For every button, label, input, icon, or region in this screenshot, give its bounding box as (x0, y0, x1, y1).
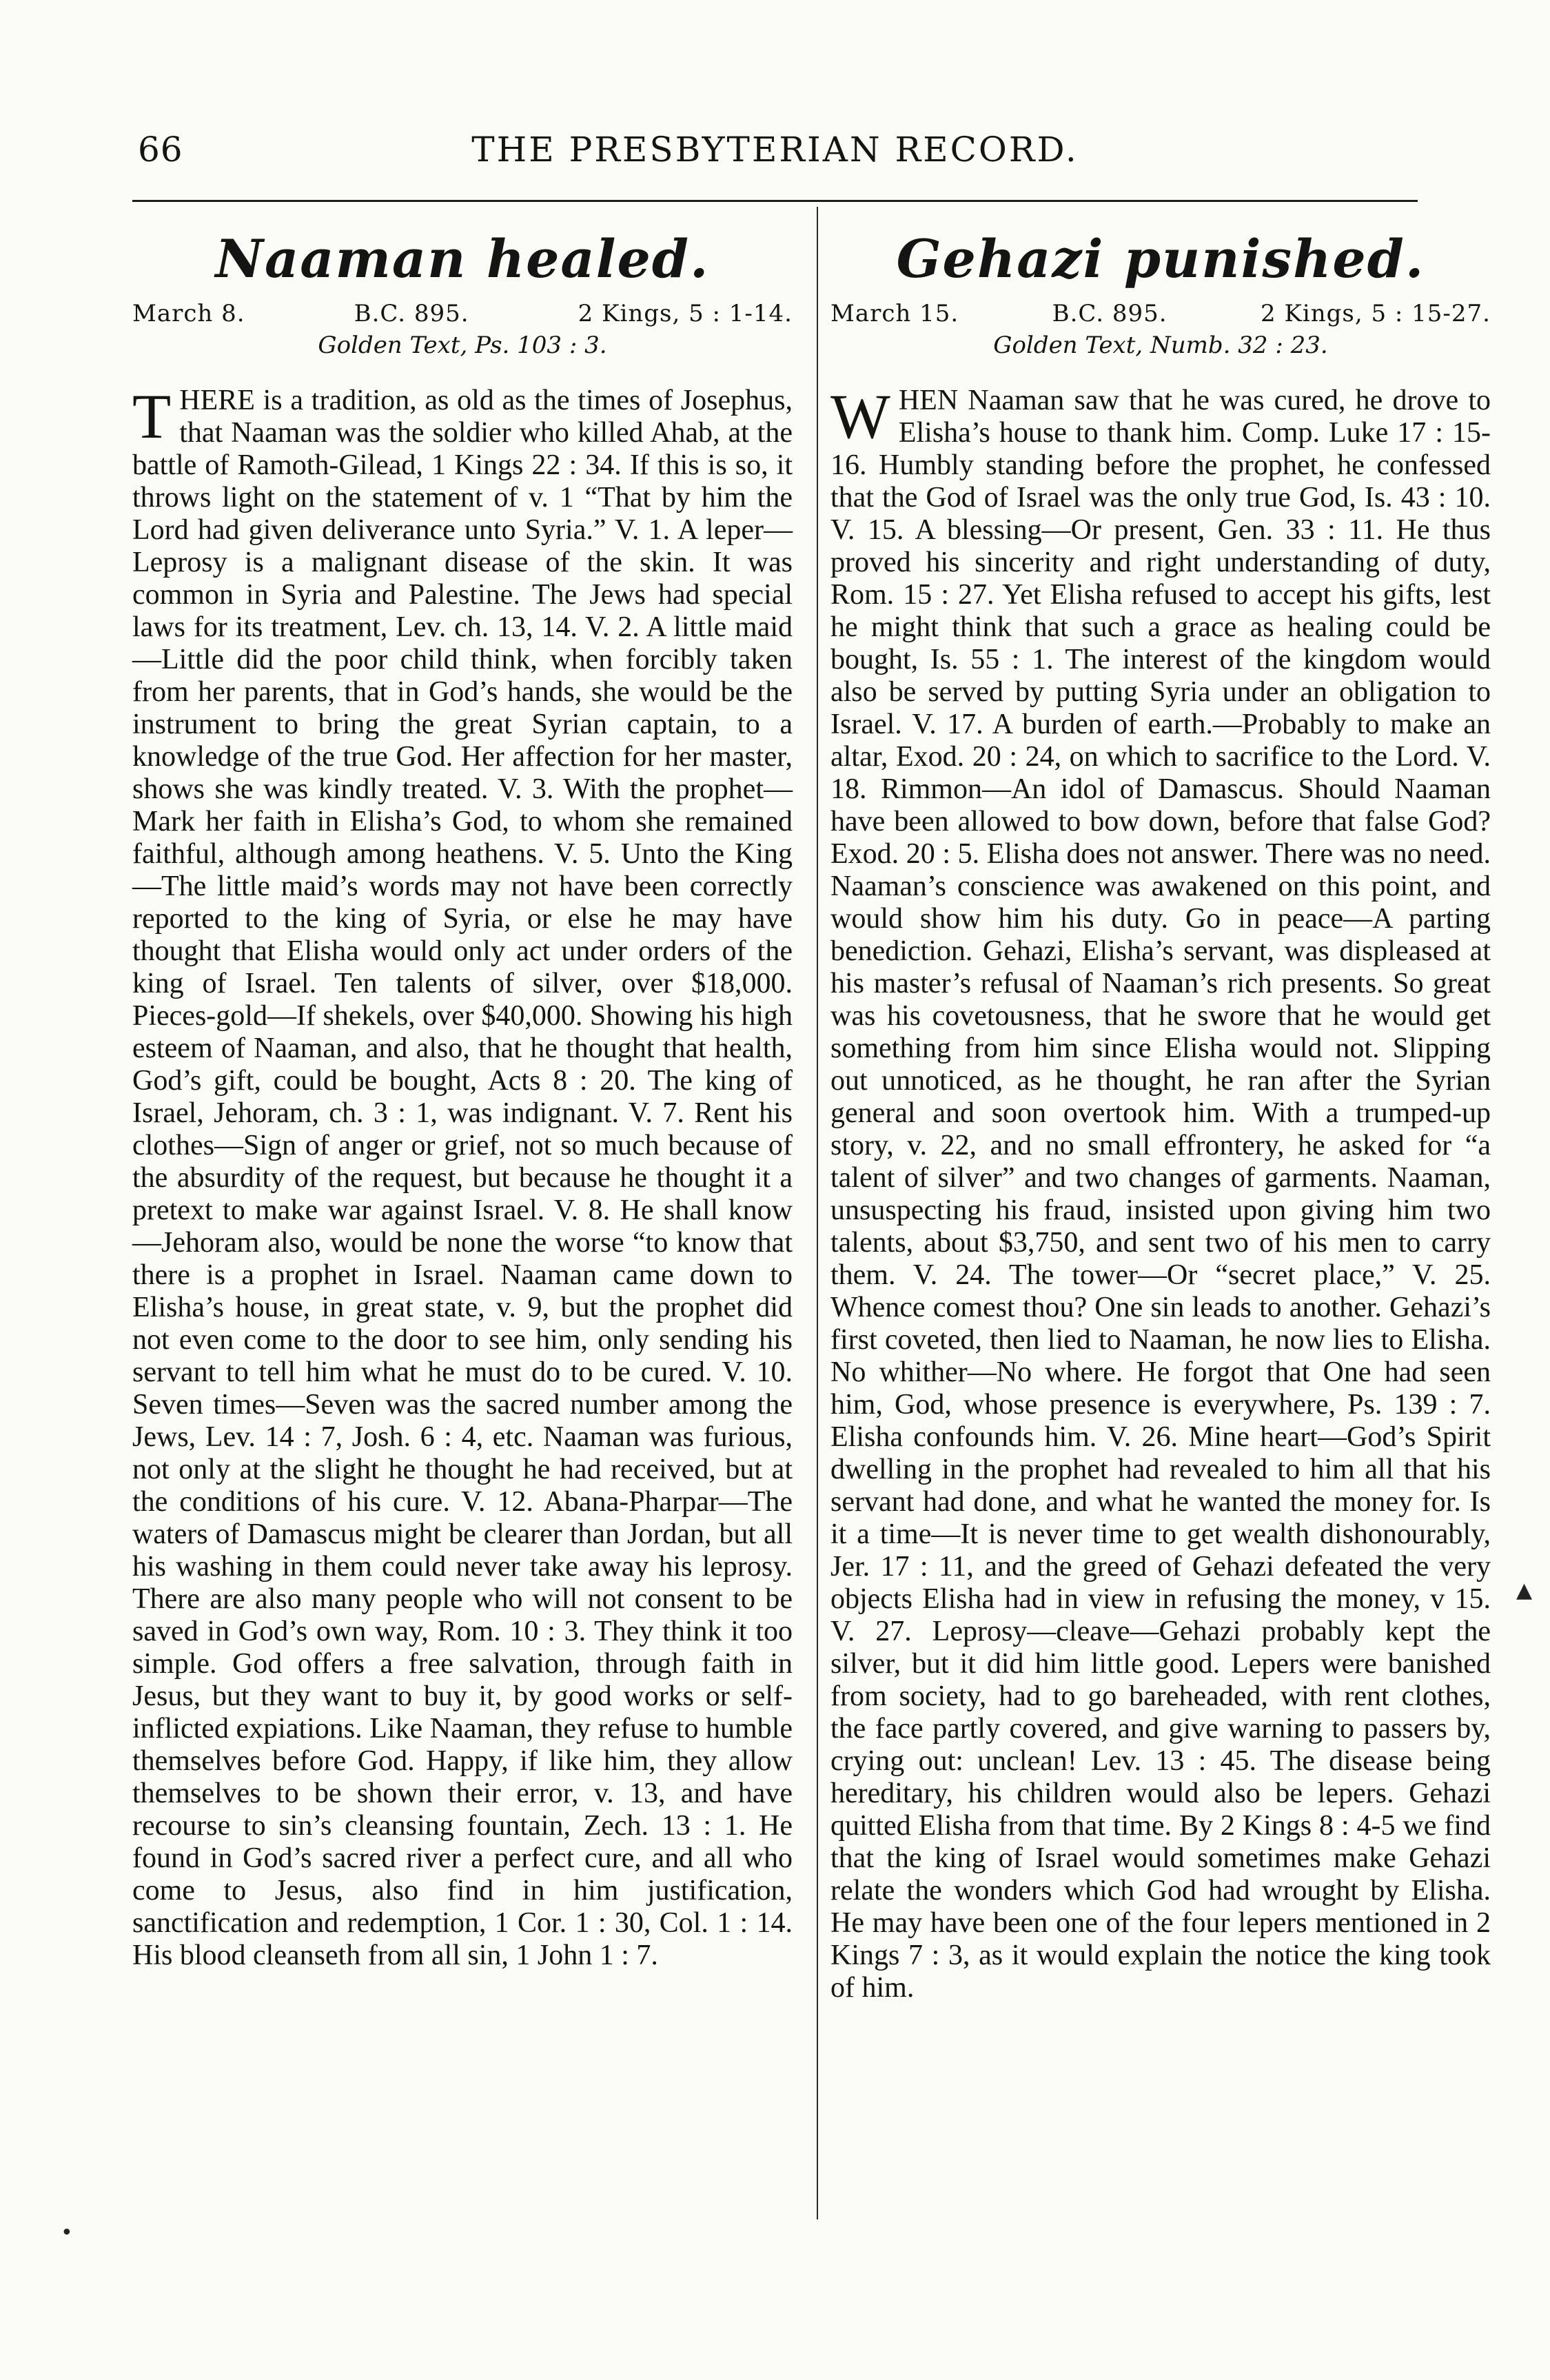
lesson-reference: 2 Kings, 5 : 1-14. (578, 300, 793, 327)
lesson-title: Naaman healed. (215, 228, 710, 289)
drop-cap: T (132, 381, 172, 451)
lesson-era: B.C. 895. (1052, 300, 1167, 327)
lesson-body (132, 381, 793, 1972)
lesson-meta (830, 299, 1491, 328)
lesson-body-text: HEN Naaman saw that he was cured, he drove to Elisha’s house to thank him. Comp. Luke 17 : 15-16. Humbly standing before the prophet, he confessed that the God of Israel was the only true God, Is. 43 : 10. V. 15. A blessing—Or present, Gen. 33 : 11. He thus proved his sincerity and right understanding of duty, Rom. 15 : 27. Yet Elisha refused to accept his gifts, lest he might think that such a grace as healing could be bought, Is. 55 : 1. The interest of the kingdom would also be served by putting Syria under an obligation to Israel. V. 17. A burden of earth.—Probably to make an altar, Exod. 20 : 24, on which to sacrifice to the Lord. V. 18. Rimmon—An idol of Damascus. Should Naaman have been allowed to bow down, before that false God? Exod. 20 : 5. Elisha does not answer. There was no need. Naaman’s conscience was awakened on this point, and would show him his duty. Go in peace—A parting benediction. Gehazi, Elisha’s servant, was displeased at his master’s refusal of Naaman’s rich presents. So great was his covetousness, that he swore that he would get something from him since Elisha would not. Slipping out unnoticed, as he thought, he ran after the Syrian general and soon overtook him. With a trumped-up story, v. 22, and no small effrontery, he asked for “a talent of silver” and two changes of garments. Naaman, unsuspecting his fraud, insisted upon giving him two talents, about $3,750, and sent two of his men to carry them. V. 24. The tower—Or “secret place,” V. 25. Whence comest thou? One sin leads to another. Gehazi’s first coveted, then lied to Naaman, he now lies to Elisha. No whither—No where. He forgot that One had seen him, God, whose presence is everywhere, Ps. 139 : 7. Elisha confounds him. V. 26. Mine heart—God’s Spirit dwelling in the prophet had revealed to him all that his servant had done, and what he wanted the money for. Is it a time—It is never time to get wealth dishonourably, Jer. 17 : 11, and the greed of Gehazi defeated the very objects Elisha had in view in refusing the money, v 15. V. 27. Leprosy—cleave—Gehazi probably kept the silver, but it did him little good. Lepers were banished from society, had to go bareheaded, with rent clothes, the face partly covered, and give warning to passers by, crying out: unclean! Lev. 13 : 45. The disease being hereditary, his children would also be lepers. Gehazi quitted Elisha from that time. By 2 Kings 8 : 4-5 we find that the king of Israel would sometimes make Gehazi relate the wonders which God had wrought by Elisha. He may have been one of the four lepers mentioned in 2 Kings 7 : 3, as it would explain the notice the king took of him. (830, 385, 1491, 2004)
header-rule (132, 200, 1418, 202)
golden-text: Golden Text, Numb. 32 : 23. (993, 332, 1328, 359)
drop-cap: W (830, 381, 890, 451)
lesson-date: March 15. (830, 300, 959, 327)
running-head: THE PRESBYTERIAN RECORD. (471, 130, 1079, 170)
page-number: 66 (138, 130, 183, 170)
lesson-title: Gehazi punished. (896, 228, 1425, 289)
lesson-body-text: HERE is a tradition, as old as the times of Josephus, that Naaman was the soldier who killed Ahab, at the battle of Ramoth-Gilead, 1 Kings 22 : 34. If this is so, it throws light on the statement of v. 1 “That by him the Lord had given deliverance unto Syria.” V. 1. A leper—Leprosy is a malignant disease of the skin. It was common in Syria and Palestine. The Jews had special laws for its treatment, Lev. ch. 13, 14. V. 2. A little maid—Little did the poor child think, when forcibly taken from her parents, that in God’s hands, she would be the instrument to bring the great Syrian captain, to a knowledge of the true God. Her affection for her master, shows she was kindly treated. V. 3. With the prophet—Mark her faith in Elisha’s God, to whom she remained faithful, although among heathens. V. 5. Unto the King—The little maid’s words may not have been correctly reported to the king of Syria, or else he may have thought that Elisha would only act under orders of the king of Israel. Ten talents of silver, over $18,000. Pieces-gold—If shekels, over $40,000. Showing his high esteem of Naaman, and also, that he thought that health, God’s gift, could be bought, Acts 8 : 20. The king of Israel, Jehoram, ch. 3 : 1, was indignant. V. 7. Rent his clothes—Sign of anger or grief, not so much because of the absurdity of the request, but because he thought it a pretext to make war against Israel. V. 8. He shall know—Jehoram also, would be none the worse “to know that there is a prophet in Israel. Naaman came down to Elisha’s house, in great state, v. 9, but the prophet did not even come to the door to see him, only sending his servant to tell him what he must do to be cured. V. 10. Seven times—Seven was the sacred number among the Jews, Lev. 14 : 7, Josh. 6 : 4, etc. Naaman was furious, not only at the slight he thought he had received, but at the conditions of his cure. V. 12. Abana-Pharpar—The waters of Damascus might be clearer than Jordan, but all his washing in them could never take away his leprosy. There are also many people who will not consent to be saved in God’s own way, Rom. 10 : 3. They think it too simple. God offers a free salvation, through faith in Jesus, but they want to buy it, by good works or self-inflicted expiations. Like Naaman, they refuse to humble themselves before God. Happy, if like him, they allow themselves to be shown their error, v. 13, and have recourse to sin’s cleansing fountain, Zech. 13 : 1. He found in God’s sacred river a perfect cure, and all who come to Jesus, also find in him justification, sanctification and redemption, 1 Cor. 1 : 30, Col. 1 : 14. His blood cleanseth from all sin, 1 John 1 : 7. (132, 385, 793, 1971)
lesson-meta (132, 299, 793, 328)
lesson-body (830, 381, 1491, 2004)
lesson-era: B.C. 895. (354, 300, 469, 327)
lesson-naaman-healed (132, 219, 793, 1972)
lesson-date: March 8. (132, 300, 245, 327)
column-divider (817, 207, 818, 2219)
page-header (132, 130, 1418, 185)
margin-dot-icon: • (61, 2221, 73, 2245)
lesson-gehazi-punished (830, 219, 1491, 2004)
margin-arrow-icon: ▲ (1516, 1578, 1533, 1603)
golden-text: Golden Text, Ps. 103 : 3. (318, 332, 607, 359)
lesson-reference: 2 Kings, 5 : 15-27. (1261, 300, 1491, 327)
